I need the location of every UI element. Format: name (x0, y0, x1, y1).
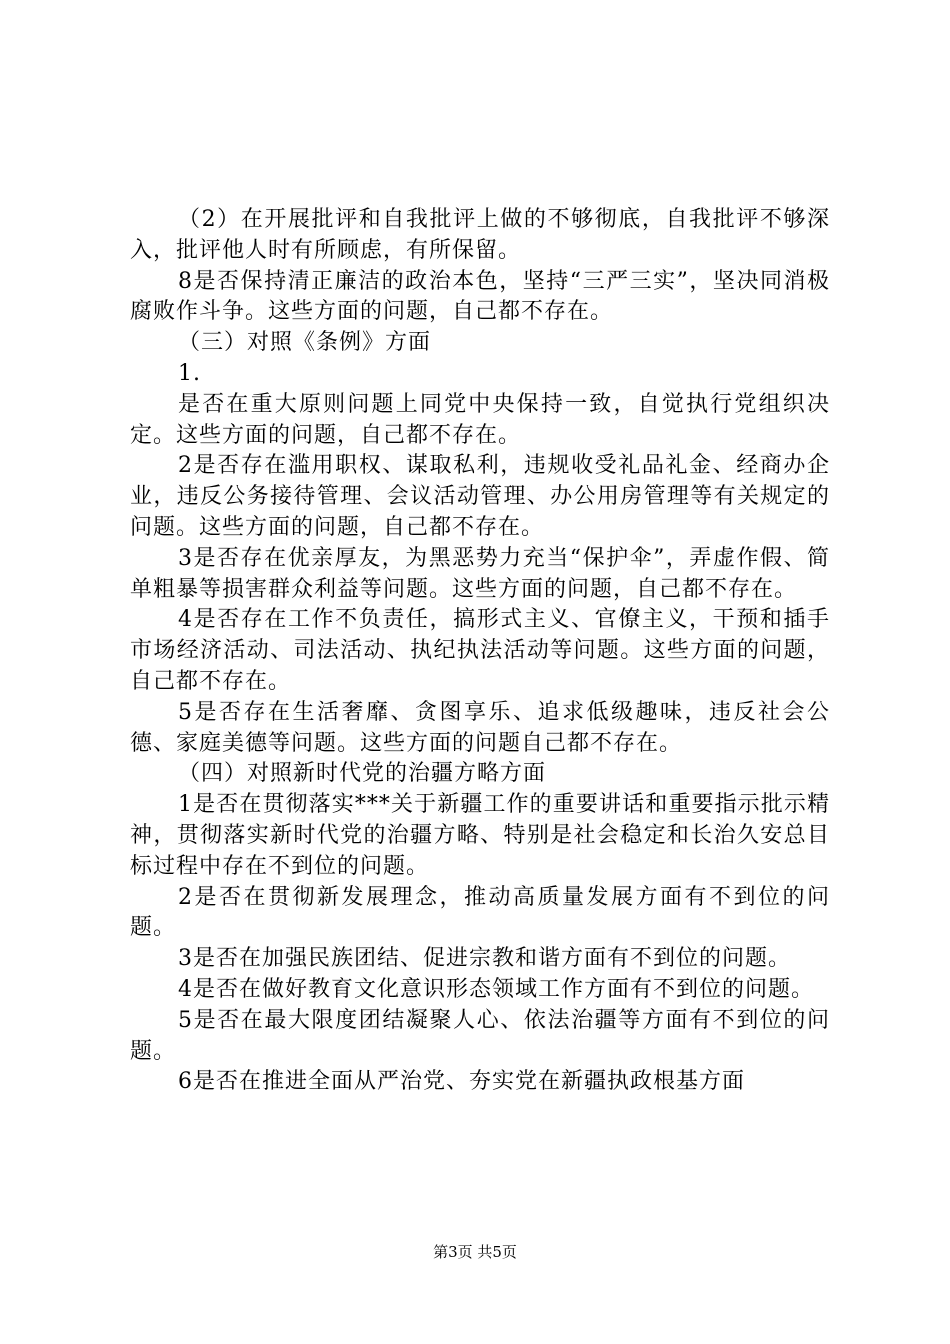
paragraph: 4是否存在工作不负责任，搞形式主义、官僚主义，干预和插手市场经济活动、司法活动、执纪执法活动等问题。这些方面的问题，自己都不存在。 (130, 607, 830, 694)
paragraph: 是否在重大原则问题上同党中央保持一致，自觉执行党组织决定。这些方面的问题，自己都不存在。 (130, 391, 830, 448)
paragraph: 8是否保持清正廉洁的政治本色，坚持“三严三实”，坚决同消极腐败作斗争。这些方面的问题，自己都不存在。 (130, 268, 830, 325)
section-heading: （三）对照《条例》方面 (178, 330, 432, 356)
document-body (130, 205, 830, 1098)
paragraph: 2是否存在滥用职权、谋取私利，违规收受礼品礼金、经商办企业，违反公务接待管理、会议活动管理、办公用房管理等有关规定的问题。这些方面的问题，自己都不存在。 (130, 453, 830, 540)
list-number: 1. (178, 360, 201, 386)
paragraph: 3是否在加强民族团结、促进宗教和谐方面有不到位的问题。 (178, 946, 791, 972)
paragraph: （2）在开展批评和自我批评上做的不够彻底，自我批评不够深入，批评他人时有所顾虑，有所保留。 (130, 207, 830, 263)
paragraph: 1是否在贯彻落实***关于新疆工作的重要讲话和重要指示批示精神，贯彻落实新时代党的治疆方略、特别是社会稳定和长治久安总目标过程中存在不到位的问题。 (130, 792, 830, 879)
paragraph: 4是否在做好教育文化意识形态领域工作方面有不到位的问题。 (178, 976, 814, 1002)
paragraph: 6是否在推进全面从严治党、夯实党在新疆执政根基方面 (178, 1069, 745, 1095)
paragraph: 5是否存在生活奢靡、贪图享乐、追求低级趣味，违反社会公德、家庭美德等问题。这些方面的问题自己都不存在。 (130, 699, 830, 756)
paragraph: 5是否在最大限度团结凝聚人心、依法治疆等方面有不到位的问题。 (130, 1007, 830, 1064)
paragraph: 2是否在贯彻新发展理念，推动高质量发展方面有不到位的问题。 (130, 884, 830, 941)
paragraph: 3是否存在优亲厚友，为黑恶势力充当“保护伞”，弄虚作假、简单粗暴等损害群众利益等问题。这些方面的问题，自己都不存在。 (130, 545, 830, 602)
section-heading: （四）对照新时代党的治疆方略方面 (178, 761, 547, 787)
page-footer: 第3页 共5页 (433, 1243, 517, 1261)
